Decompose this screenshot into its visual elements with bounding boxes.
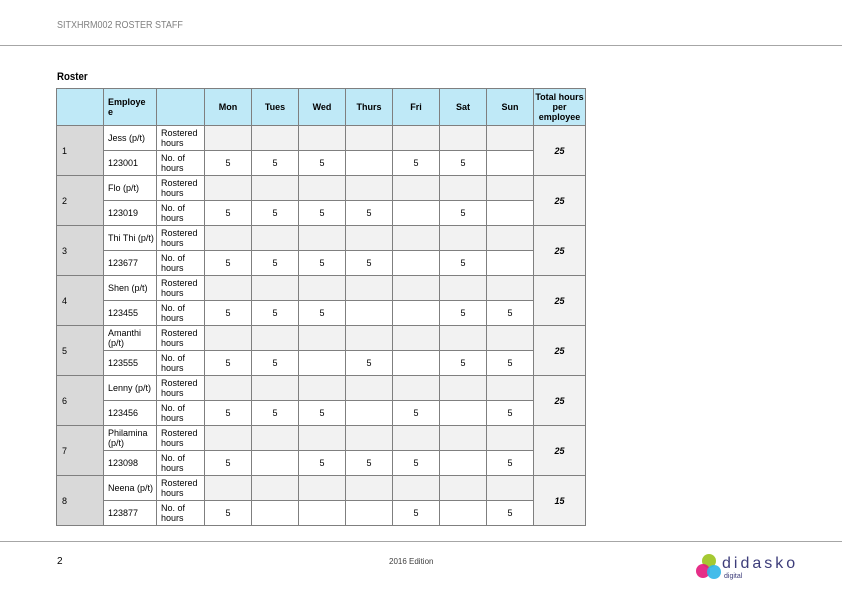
employee-number: 5 [57,326,104,376]
employee-total-hours: 25 [534,426,586,476]
rostered-hours-cell [487,126,534,151]
rostered-hours-cell [299,476,346,501]
rostered-hours-cell [393,326,440,351]
document-header-title: SITXHRM002 ROSTER STAFF [57,20,183,31]
rostered-hours-cell [346,276,393,301]
rostered-hours-cell [393,376,440,401]
rostered-hours-cell [487,376,534,401]
hours-count-cell [393,201,440,226]
hours-count-cell: 5 [440,301,487,326]
employee-total-hours: 25 [534,226,586,276]
header-cell-thurs: Thurs [346,89,393,126]
section-title: Roster [57,71,88,83]
rostered-hours-cell [487,276,534,301]
hours-count-cell [393,351,440,376]
employee-number: 2 [57,176,104,226]
rostered-hours-cell [299,426,346,451]
employee-total-hours: 25 [534,176,586,226]
hours-count-cell: 5 [487,401,534,426]
hours-count-cell [393,301,440,326]
rostered-hours-cell [393,126,440,151]
employee-name: Philamina (p/t) [104,426,157,451]
rostered-hours-cell [440,426,487,451]
rostered-hours-cell [393,226,440,251]
footer-divider [0,541,842,542]
header-cell-sat: Sat [440,89,487,126]
header-cell-total: Total hours per employee [534,89,586,126]
header-cell-sun: Sun [487,89,534,126]
rostered-hours-cell [346,376,393,401]
rostered-hours-cell [252,276,299,301]
hours-count-cell [346,151,393,176]
rostered-hours-cell [487,176,534,201]
hours-count-cell: 5 [205,251,252,276]
page-number: 2 [57,556,63,567]
employee-id: 123677 [104,251,157,276]
hours-count-cell: 5 [487,501,534,526]
rostered-hours-cell [299,126,346,151]
rostered-hours-cell [487,426,534,451]
hours-count-cell [487,151,534,176]
rostered-hours-cell [393,276,440,301]
rostered-hours-cell [205,476,252,501]
header-divider [0,45,842,46]
header-cell-tues: Tues [252,89,299,126]
rostered-hours-cell [440,226,487,251]
hours-count-cell [346,401,393,426]
hours-count-label: No. of hours [157,451,205,476]
table-row [57,426,586,451]
table-header-row [57,89,586,126]
rostered-hours-cell [487,476,534,501]
rostered-hours-cell [487,226,534,251]
hours-count-cell: 5 [346,451,393,476]
table-row [57,276,586,301]
hours-count-cell: 5 [205,501,252,526]
hours-count-cell: 5 [393,451,440,476]
hours-count-cell: 5 [252,301,299,326]
hours-count-cell: 5 [393,151,440,176]
employee-name: Shen (p/t) [104,276,157,301]
table-row [57,251,586,276]
header-cell-wed: Wed [299,89,346,126]
employee-name: Jess (p/t) [104,126,157,151]
rostered-hours-cell [205,226,252,251]
employee-total-hours: 25 [534,126,586,176]
hours-count-cell: 5 [252,151,299,176]
employee-number: 3 [57,226,104,276]
employee-id: 123877 [104,501,157,526]
rostered-hours-cell [440,176,487,201]
hours-count-cell: 5 [393,401,440,426]
hours-count-cell: 5 [393,501,440,526]
hours-count-cell [487,251,534,276]
hours-count-cell: 5 [252,351,299,376]
hours-count-cell: 5 [205,351,252,376]
hours-count-cell: 5 [299,201,346,226]
hours-count-cell: 5 [205,201,252,226]
rostered-hours-cell [252,126,299,151]
rostered-hours-cell [393,476,440,501]
rostered-hours-cell [346,226,393,251]
rostered-hours-cell [252,326,299,351]
hours-count-cell: 5 [299,451,346,476]
header-cell-fri: Fri [393,89,440,126]
hours-count-cell: 5 [299,251,346,276]
employee-id: 123456 [104,401,157,426]
hours-count-cell [346,501,393,526]
employee-total-hours: 25 [534,376,586,426]
hours-count-label: No. of hours [157,401,205,426]
employee-total-hours: 25 [534,276,586,326]
table-row [57,451,586,476]
employee-id: 123001 [104,151,157,176]
table-row [57,201,586,226]
employee-total-hours: 25 [534,326,586,376]
rostered-hours-cell [487,326,534,351]
hours-count-label: No. of hours [157,151,205,176]
rostered-hours-cell [346,326,393,351]
rostered-hours-cell [205,376,252,401]
employee-number: 1 [57,126,104,176]
hours-count-cell: 5 [487,451,534,476]
hours-count-cell: 5 [299,151,346,176]
rostered-hours-cell [346,126,393,151]
hours-count-cell [346,301,393,326]
hours-count-label: No. of hours [157,501,205,526]
rostered-hours-label: Rostered hours [157,276,205,301]
hours-count-cell [252,501,299,526]
table-row [57,126,586,151]
hours-count-cell: 5 [205,301,252,326]
hours-count-cell: 5 [440,351,487,376]
rostered-hours-label: Rostered hours [157,426,205,451]
didasko-logo [694,553,799,583]
table-row [57,301,586,326]
hours-count-cell: 5 [440,251,487,276]
rostered-hours-cell [252,226,299,251]
header-cell-mon: Mon [205,89,252,126]
rostered-hours-cell [440,476,487,501]
hours-count-cell: 5 [205,401,252,426]
hours-count-cell: 5 [346,251,393,276]
employee-name: Neena (p/t) [104,476,157,501]
rostered-hours-label: Rostered hours [157,376,205,401]
hours-count-cell [487,201,534,226]
hours-count-cell: 5 [440,201,487,226]
rostered-hours-label: Rostered hours [157,476,205,501]
rostered-hours-cell [440,376,487,401]
employee-number: 8 [57,476,104,526]
rostered-hours-cell [252,476,299,501]
hours-count-cell: 5 [252,251,299,276]
rostered-hours-cell [299,326,346,351]
table-row [57,401,586,426]
hours-count-cell [440,451,487,476]
rostered-hours-cell [393,176,440,201]
table-row [57,351,586,376]
hours-count-cell [440,501,487,526]
employee-name: Amanthi (p/t) [104,326,157,351]
hours-count-cell: 5 [252,401,299,426]
hours-count-cell: 5 [299,301,346,326]
table-row [57,326,586,351]
rostered-hours-label: Rostered hours [157,126,205,151]
rostered-hours-cell [299,226,346,251]
employee-id: 123455 [104,301,157,326]
rostered-hours-cell [205,326,252,351]
hours-count-cell: 5 [205,451,252,476]
rostered-hours-cell [252,426,299,451]
hours-count-cell [252,451,299,476]
rostered-hours-cell [205,176,252,201]
hours-count-cell [299,501,346,526]
rostered-hours-cell [346,176,393,201]
table-row [57,476,586,501]
hours-count-cell: 5 [440,151,487,176]
table-row [57,151,586,176]
rostered-hours-cell [393,426,440,451]
employee-name: Lenny (p/t) [104,376,157,401]
rostered-hours-cell [440,326,487,351]
rostered-hours-label: Rostered hours [157,176,205,201]
hours-count-cell: 5 [487,301,534,326]
hours-count-cell: 5 [299,401,346,426]
hours-count-cell: 5 [252,201,299,226]
logo-wordmark: didasko [722,555,799,572]
hours-count-label: No. of hours [157,351,205,376]
employee-number: 4 [57,276,104,326]
employee-id: 123098 [104,451,157,476]
table-row [57,226,586,251]
table-row [57,176,586,201]
rostered-hours-cell [252,376,299,401]
logo-circles-icon [694,553,724,583]
header-cell-type [157,89,205,126]
employee-name: Thi Thi (p/t) [104,226,157,251]
rostered-hours-cell [346,426,393,451]
header-cell-number [57,89,104,126]
rostered-hours-cell [440,276,487,301]
edition-label: 2016 Edition [389,557,434,566]
rostered-hours-cell [205,276,252,301]
header-cell-employee: Employe e [104,89,157,126]
table-row [57,501,586,526]
table-row [57,376,586,401]
hours-count-cell: 5 [487,351,534,376]
hours-count-label: No. of hours [157,201,205,226]
rostered-hours-cell [440,126,487,151]
rostered-hours-cell [205,426,252,451]
rostered-hours-cell [299,176,346,201]
hours-count-cell [393,251,440,276]
hours-count-cell [440,401,487,426]
employee-total-hours: 15 [534,476,586,526]
rostered-hours-label: Rostered hours [157,326,205,351]
employee-number: 7 [57,426,104,476]
logo-subtitle: digital [724,573,743,580]
employee-id: 123555 [104,351,157,376]
employee-id: 123019 [104,201,157,226]
rostered-hours-cell [252,176,299,201]
hours-count-cell: 5 [346,201,393,226]
employee-name: Flo (p/t) [104,176,157,201]
employee-number: 6 [57,376,104,426]
hours-count-cell: 5 [346,351,393,376]
rostered-hours-cell [299,376,346,401]
rostered-hours-cell [346,476,393,501]
rostered-hours-cell [299,276,346,301]
rostered-hours-cell [205,126,252,151]
hours-count-cell: 5 [205,151,252,176]
rostered-hours-label: Rostered hours [157,226,205,251]
hours-count-cell [299,351,346,376]
roster-table [56,88,586,526]
hours-count-label: No. of hours [157,251,205,276]
hours-count-label: No. of hours [157,301,205,326]
